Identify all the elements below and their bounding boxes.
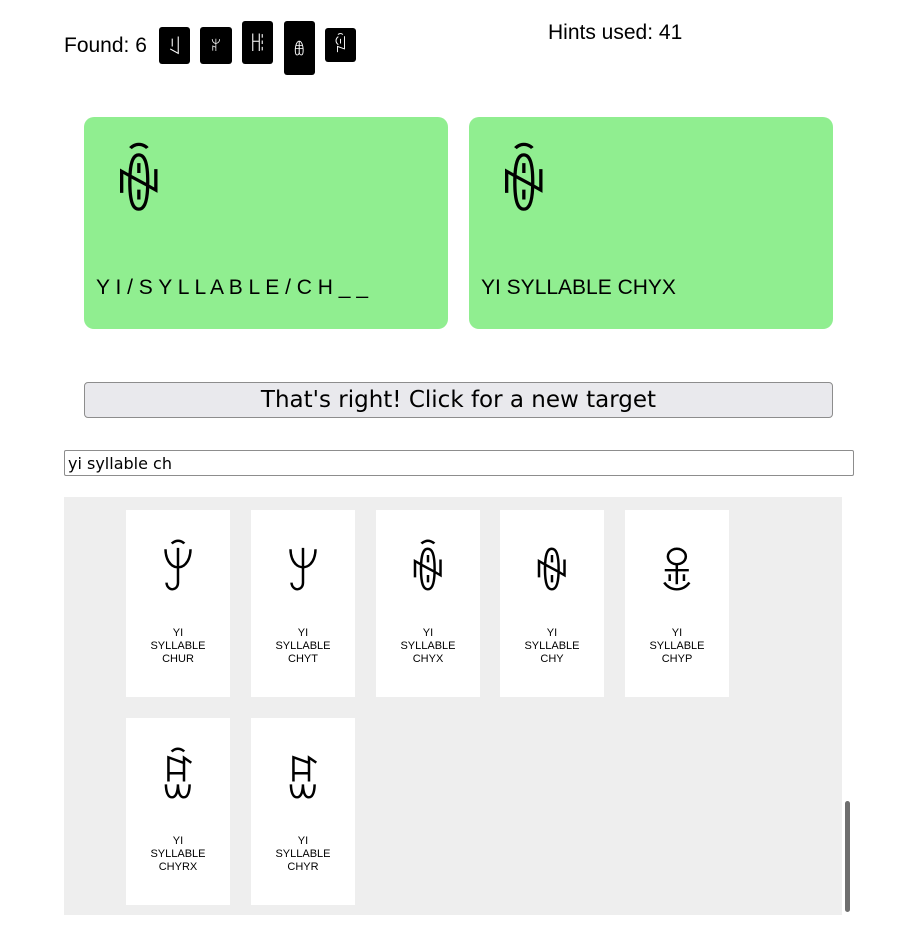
hints-used-label: Hints used: 41 (548, 21, 683, 44)
found-tile-1: ꆹ (159, 27, 190, 64)
results-panel (64, 497, 842, 915)
found-tile-5: ꇋ (325, 28, 356, 62)
result-name: YI SYLLABLE CHY (524, 627, 580, 665)
result-card[interactable] (126, 510, 230, 697)
result-name: YI SYLLABLE CHYP (649, 627, 705, 665)
result-glyph: ꐶ (409, 546, 447, 602)
found-label: Found: 6 (64, 34, 147, 57)
answer-card (469, 117, 833, 329)
result-glyph: ꐳ (284, 546, 322, 602)
result-name: YI SYLLABLE CHYT (275, 627, 331, 665)
result-name: YI SYLLABLE CHYRX (150, 835, 206, 873)
target-glyph: ꐶ (114, 152, 164, 226)
found-tile-4: ꇊ (284, 21, 315, 75)
answer-name-text: YI SYLLABLE CHYX (481, 276, 676, 299)
result-card[interactable] (126, 718, 230, 905)
result-name: YI SYLLABLE CHYR (275, 835, 331, 873)
result-name: YI SYLLABLE CHYX (400, 627, 456, 665)
answer-glyph: ꐶ (499, 152, 549, 226)
result-glyph: ꐹ (159, 754, 197, 810)
result-glyph: ꐸ (658, 546, 696, 602)
found-tile-2: ꆳ (200, 27, 232, 64)
found-tile-3: ꆿ (242, 21, 273, 64)
result-card[interactable] (376, 510, 480, 697)
result-card[interactable] (625, 510, 729, 697)
result-glyph: ꐷ (533, 546, 571, 602)
result-card[interactable] (500, 510, 604, 697)
result-name: YI SYLLABLE CHUR (150, 627, 206, 665)
result-card[interactable] (251, 718, 355, 905)
new-target-button[interactable]: That's right! Click for a new target (84, 382, 833, 418)
result-glyph: ꐲ (159, 546, 197, 602)
result-card[interactable] (251, 510, 355, 697)
target-card (84, 117, 448, 329)
results-scrollbar[interactable] (845, 801, 850, 912)
search-input[interactable] (64, 450, 854, 476)
target-hint-text: Y I / S Y L L A B L E / C H _ _ (96, 276, 368, 299)
result-glyph: ꐺ (284, 754, 322, 810)
